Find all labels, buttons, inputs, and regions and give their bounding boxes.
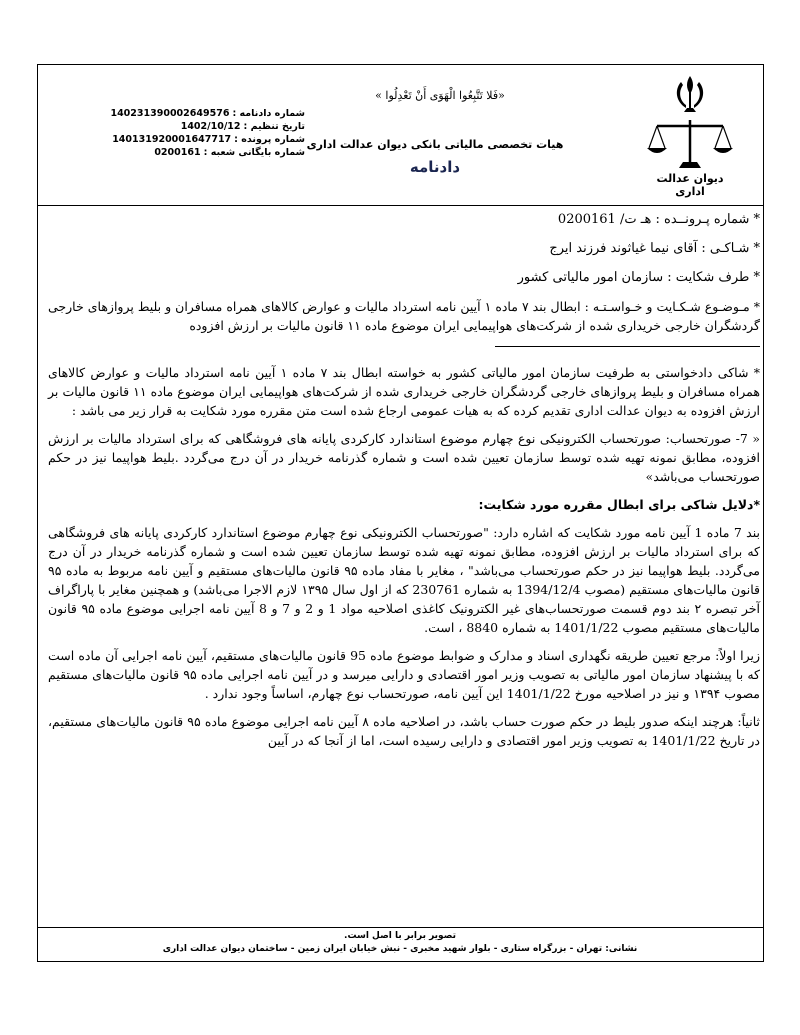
footer-divider (37, 927, 764, 928)
board-title: هیات تخصصی مالیاتی بانکی دیوان عدالت اداری (306, 138, 564, 151)
verdict-body (48, 210, 760, 750)
quran-verse: «فَلا تَتَّبِعُوا الْهَوَى أَنْ تَعْدِلُوا » (375, 89, 505, 102)
reasons-heading: *دلایل شاکی برای ابطال مقرره مورد شکایت: (478, 497, 760, 512)
quoted-provision: « 7- صورتحساب: صورتحساب الکترونیکی نوع چهارم موضوع استاندارد کارکردی پایانه های فروشگاهی که برای استرداد مالیات بر ارزش افزوده، مطابق نمونه تهیه شده توسط سازمان تعیین شده است و شماره گذرنامه خریدار در آن درج می‌گردد .بلیط هواپیما نیز در حکم صورتحساب می‌باشد» (48, 431, 760, 484)
header-divider (37, 205, 764, 206)
meta-value: 140131920001647717 (112, 134, 232, 145)
document-title: دادنامه (409, 158, 461, 176)
court-address: نشانی: تهران - بزرگراه ستاری - بلوار شهید مخبری - نبش خیابان ایران زمین - ساختمان دیوان عدالت اداری (162, 944, 638, 954)
meta-label: تاریخ تنظیم : (243, 121, 305, 132)
page-footer (150, 930, 650, 956)
case-metadata (80, 107, 305, 159)
meta-row-case-number (80, 133, 305, 146)
section-rule (495, 346, 760, 347)
meta-label: شماره بایگانی شعبه : (203, 147, 305, 158)
meta-label: شماره پرونده : (234, 134, 305, 145)
meta-row-archive-number (80, 146, 305, 159)
emblem-caption: دیوان عدالت اداری (656, 172, 724, 198)
meta-row-verdict-number (80, 107, 305, 120)
defendant-line: * طرف شکایت : سازمان امور مالیاتی کشور (517, 270, 760, 285)
plaintiff-line: * شـاکـی : آقای نیما غیاثوند فرزند ایرج (549, 241, 760, 256)
meta-value: 1402/10/12 (180, 121, 241, 132)
reason-paragraph-3: ثانیاً: هرچند اینکه صدور بلیط در حکم صورت حساب باشد، در اصلاحیه ماده ۸ آیین نامه اجرایی موضوع ماده ۹۵ قانون مالیات‌های مستقیم، در تاریخ 1401/1/22 به تصویب وزیر امور اقتصادی و دارایی رسیده است، اما از آنجا که در آیین (48, 714, 760, 748)
iran-emblem-icon (666, 74, 714, 116)
reason-paragraph-1: بند 7 ماده 1 آیین نامه مورد شکایت که اشاره دارد: "صورتحساب الکترونیکی نوع چهارم موضوع استاندارد کارکردی پایانه های فروشگاهی که برای استرداد مالیات بر ارزش افزوده، مطابق نمونه تهیه شده توسط سازمان تعیین شده است و شماره گذرنامه خریدار در آن درج می‌گردد. بلیط هواپیما نیز در حکم صورتحساب می‌باشد" ، مغایر با مفاد ماده ۹۵ قانون مالیات‌های مستقیم و آیین نامه مربوط به ماده ۹۵ قانون مالیات‌های مستقیم (مصوب 1394/12/4 به شماره 230761 که از اول سال ۱۳۹۵ لازم الاجرا می‌باشد) و همچنین مغایر با پاراگراف آخر تبصره ۲ بند دوم قسمت صورتحساب‌های غیر الکترونیک کاغذی اصلاحیه مواد 1 و 2 و 7 و 8 آیین نامه اجرایی موضوع ماده ۹۵ قانون مالیات‌های مستقیم مصوب 1401/1/22 به شماره 8840 ، است. (48, 525, 760, 635)
meta-value: 0200161 (154, 147, 201, 158)
meta-row-issue-date (80, 120, 305, 133)
court-emblem (640, 74, 740, 198)
meta-value: 140231390002649576 (110, 108, 230, 119)
scales-of-justice-icon (645, 116, 735, 174)
meta-label: شماره دادنامه : (232, 108, 305, 119)
intro-paragraph: * شاکی دادخواستی به طرفیت سازمان امور مالیاتی کشور به خواسته ابطال بند ۷ ماده ۱ آیین نامه استرداد مالیات و عوارض کالاهای همراه مسافران و بلیط پروازهای خارجی گردشگران خارجی خریداری شده از شرکت‌های هواپیمایی ایران موضوع ماده ۱۱ قانون مالیات بر ارزش افزوده به دیوان عدالت اداری تقدیم کرده که به هیات عمومی ارجاع شده است متن مقرره مورد شکایت به قرار زیر می باشد : (48, 365, 760, 418)
case-number-line: * شماره پـرونــده : هـ ت/ 0200161 (557, 212, 760, 227)
copy-certification: تصویر برابر با اصل است. (344, 931, 456, 941)
subject-paragraph: * مـوضـوع شـکـایت و خـواسـتـه : ابطال بند ۷ ماده ۱ آیین نامه استرداد مالیات و عوارض کالاهای همراه مسافران و بلیط پروازهای خارجی گردشگران خارجی خریداری شده از شرکت‌های هواپیمایی ایران موضوع ماده ۱۱ قانون مالیات بر ارزش افزوده (48, 299, 760, 333)
reason-paragraph-2: زیرا اولاً: مرجع تعیین طریقه نگهداری اسناد و مدارک و ضوابط موضوع ماده 95 قانون مالیات‌های مستقیم، آیین نامه اجرایی آن ماده است که با پیشنهاد سازمان امور مالیاتی به تصویب وزیر امور اقتصادی و دارایی میرسد و در آیین نامه اجرایی ماده ۹۵ قانون مالیات‌های مستقیم مصوب ۱۳۹۴ و نیز در اصلاحیه مورخ 1401/1/22 این آیین نامه، صورتحساب نوع چهارم، اساساً وجود ندارد . (48, 648, 761, 701)
